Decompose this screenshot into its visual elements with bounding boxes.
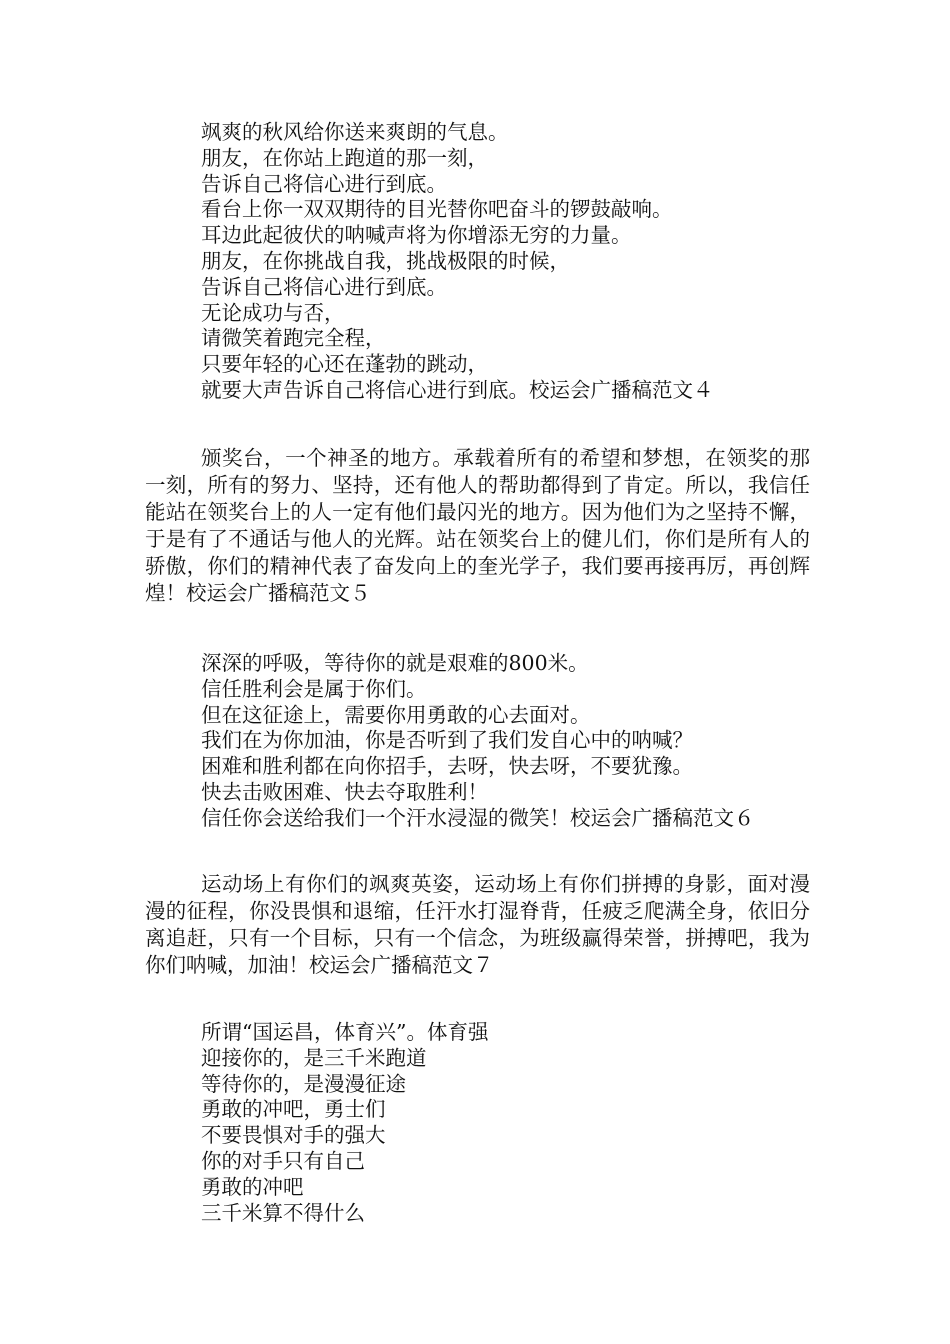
text-line: 信任你会送给我们一个汗水浸湿的微笑！校运会广播稿范文６	[201, 805, 755, 830]
text-line: 但在这征途上，需要你用勇敢的心去面对。	[201, 702, 591, 727]
text-line: 无论成功与否，	[201, 300, 345, 325]
text-line: 飒爽的秋风给你送来爽朗的气息。	[201, 120, 509, 144]
text-line: 勇敢的冲吧	[201, 1174, 304, 1199]
text-line: 所谓“国运昌，体育兴”。体育强	[201, 1020, 489, 1044]
text-line: 信任胜利会是属于你们。	[201, 676, 427, 701]
text-line: 困难和胜利都在向你招手，去呀，快去呀，不要犹豫。	[201, 754, 693, 779]
paragraph-block-2	[145, 445, 810, 607]
text-line: 告诉自己将信心进行到底。	[201, 171, 447, 196]
text-line: 三千米算不得什么	[201, 1200, 365, 1225]
text-line: 看台上你一双双期待的目光替你吧奋斗的锣鼓敲响。	[201, 197, 673, 222]
text-line: 深深的呼吸，等待你的就是艰难的800米。	[201, 651, 589, 675]
text-line: 只要年轻的心还在蓬勃的跳动，	[201, 352, 488, 377]
text-line: 你的对手只有自己	[201, 1148, 365, 1173]
poem-block-5	[145, 1020, 810, 1226]
text-line: 朋友，在你挑战自我，挑战极限的时候，	[201, 248, 570, 273]
text-line: 不要畏惧对手的强大	[201, 1123, 386, 1148]
text-line: 等待你的，是漫漫征途	[201, 1071, 406, 1096]
text-line: 迎接你的，是三千米跑道	[201, 1045, 427, 1070]
poem-block-3	[145, 651, 810, 832]
text-line: 快去击败困难、快去夺取胜利！	[201, 779, 488, 804]
poem-block-1	[145, 120, 810, 404]
text-line: 请微笑着跑完全程，	[201, 326, 386, 351]
text-line: 告诉自己将信心进行到底。	[201, 274, 447, 299]
text-line: 朋友，在你站上跑道的那一刻，	[201, 145, 488, 170]
text-line: 耳边此起彼伏的呐喊声将为你增添无穷的力量。	[201, 223, 632, 248]
paragraph-block-4	[145, 871, 810, 979]
paragraph: 颁奖台，一个神圣的地方。承载着所有的希望和梦想，在领奖的那一刻，所有的努力、坚持，还有他人的帮助都得到了肯定。所以，我信任能站在领奖台上的人一定有他们最闪光的地方。因为他们为之坚持不懈，于是有了不通话与他人的光辉。站在领奖台上的健儿们，你们是所有人的骄傲，你们的精神代表了奋发向上的奎光学子，我们要再接再厉，再创辉煌！校运会广播稿范文５	[145, 446, 810, 605]
text-line: 就要大声告诉自己将信心进行到底。校运会广播稿范文４	[201, 377, 714, 402]
text-line: 我们在为你加油，你是否听到了我们发自心中的呐喊？	[201, 728, 693, 753]
text-line: 勇敢的冲吧，勇士们	[201, 1097, 386, 1122]
paragraph: 运动场上有你们的飒爽英姿，运动场上有你们拼搏的身影，面对漫漫的征程，你没畏惧和退缩，任汗水打湿脊背，任疲乏爬满全身，依旧分离追赶，只有一个目标，只有一个信念，为班级赢得荣誉，拼搏吧，我为你们呐喊，加油！校运会广播稿范文７	[145, 872, 810, 977]
